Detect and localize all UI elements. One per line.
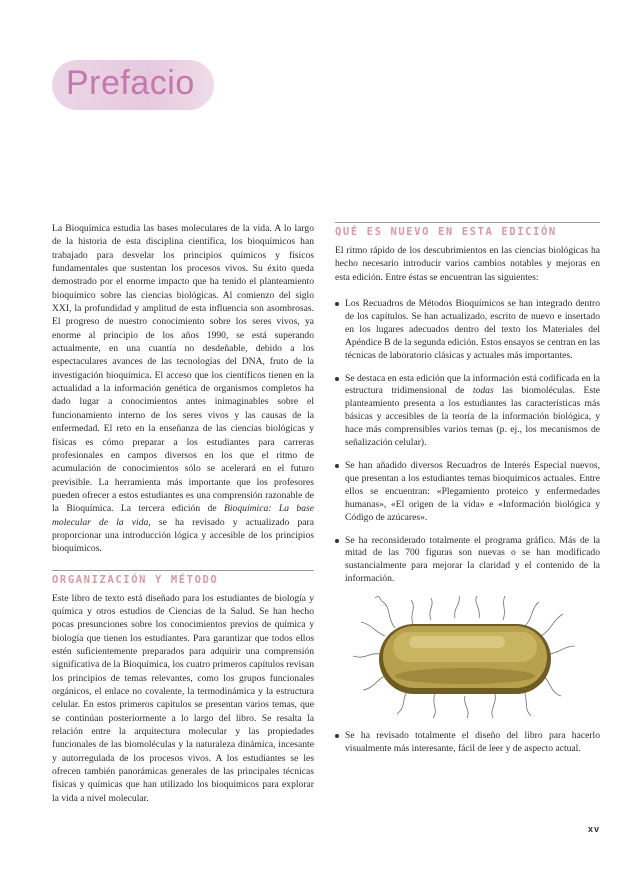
right-column [335,222,600,766]
book-title: Bioquímica: La base molecular de la vida [52,503,314,528]
page-number: xv [588,824,601,834]
section-heading-organizacion: ORGANIZACIÓN Y MÉTODO [52,573,219,586]
intro-paragraph [52,222,314,556]
section-heading-nuevo: QUÉ ES NUEVO EN ESTA EDICIÓN [335,226,557,238]
list-item-text-a: Se destaca en esta edición que la información está codificada en la estructura tridimensional de [345,372,600,397]
left-column [52,222,314,805]
list-item-text: Se ha reconsiderado totalmente el programa gráfico. Más de la mitad de las 700 figuras son nuevas o se han modificado sustancialmente para mejorar la claridad y el contenido de la información. [345,534,600,585]
bullet-icon [335,734,339,738]
bullet-icon [335,302,339,306]
list-item-text: Los Recuadros de Métodos Bioquímicos se han integrado dentro de los capítulos. Se han actualizado, escrito de nuevo e insertado en los lugares adecuados dentro del texto los Materiales del Apéndice B de la segunda edición. Estos ensayos se centran en las técnicas de laboratorio clásicas y actuales más importantes. [345,298,600,361]
intro-paragraph-text: La Bioquímica estudia las bases moleculares de la vida. A lo largo de la historia de esta disciplina científica, los bioquímicos han trabajado para desvelar los principios químicos y físicos fundamentales que sustentan los procesos vivos. Su éxito queda demostrado por el enorme impacto que ha tenido el planteamiento bioquímico sobre las ciencias biológicas. Al comienzo del siglo XXI, la profundidad y amplitud de esta influencia son asombrosas. El progreso de nuestro conocimiento sobre los seres vivos, ya enorme al principio de los años 1990, se está superando actualmente, en una cuantía no desdeñable, debido a los espectaculares avances de las tecnologías del DNA, fruto de la investigación bioquímica. El acceso que los científicos tienen en la actualidad a la información genética de organismos completos ha dado lugar a conocimientos antes inimaginables sobre el funcionamiento interno de los seres vivos y las causas de la enfermedad. El reto en la enseñanza de las ciencias biológicas y físicas es cómo preparar a los estudiantes para carreras profesionales en campos diversos en los que el ritmo de acumulación de conocimientos sólo se acelerará en el futuro previsible. La herramienta más importante que los profesores pueden ofrecer a estos estudiantes es una comprensión razonable de la Bioquímica. La tercera edición de [52,223,314,515]
bacterium-body [379,624,551,694]
bacterium-icon [335,596,600,718]
nuevo-intro: El ritmo rápido de los descubrimientos en las ciencias biológicas ha hecho necesario introducir varios cambios notables y mejoras en esta edición. Entre éstas se encuentran las siguientes: [335,245,600,283]
changes-list [335,298,600,586]
section-rule [335,222,600,223]
bullet-icon [335,464,339,468]
bullet-icon [335,539,339,543]
list-item-text: Se han añadido diversos Recuadros de Interés Especial nuevos, que presentan a los estudiantes temas bioquímicos actuales. Entre ellos se encuentran: «Plegamiento proteico y enfermedades humanas», «El origen de la vida» e «Información biológica y Código de azúcares». [345,460,600,523]
list-item [335,373,600,450]
organizacion-paragraph: Este libro de texto está diseñado para los estudiantes de biología y química y otros estudios de Ciencias de la Salud. Se han hecho pocas presunciones sobre los conocimientos previos de química y biología que tienen los estudiantes. Para garantizar que todos ellos estén suficientemente preparados para adquirir una comprensión significativa de la Bioquímica, los cuatro primeros capítulos revisan los principios de temas relevantes, como los grupos funcionales orgánicos, el enlace no covalente, la termodinámica y la estructura celular. En estos primeros capítulos se presentan varios temas, que se continúan posteriormente a lo largo del libro. Se resalta la relación entre la arquitectura molecular y las propiedades funcionales de las biomoléculas y la naturaleza dinámica, incesante y autorregulada de los procesos vivos. A los estudiantes se les ofrecen también panorámicas generales de las principales técnicas físicas y químicas que han utilizado los bioquímicos para explorar la vida a nivel molecular. [52,592,314,804]
intro-paragraph-end: , se ha revisado y actualizado para proporcionar una introducción lógica y accesible de los principios bioquímicos. [52,516,314,555]
list-item [335,460,600,525]
list-item-text [345,373,600,450]
list-item-text: Se ha revisado totalmente el diseño del libro para hacerlo visualmente más interesante, fácil de leer y de aspecto actual. [345,730,600,755]
list-item [335,535,600,587]
changes-list-cont [335,730,600,756]
section-rule [52,570,314,571]
list-item-emphasis: todas [472,385,494,397]
list-item [335,298,600,363]
page-title: Prefacio [66,64,195,102]
list-item [335,730,600,756]
bacterium-illustration [335,596,600,718]
bullet-icon [335,377,339,381]
list-item-text-b: las biomoléculas. Este planteamiento presenta a los estudiantes las características más básicas y accesibles de la teoría de la información biológica, y hace más comprensibles varios temas (p. ej., los mecanismos de señalización celular). [345,385,600,449]
